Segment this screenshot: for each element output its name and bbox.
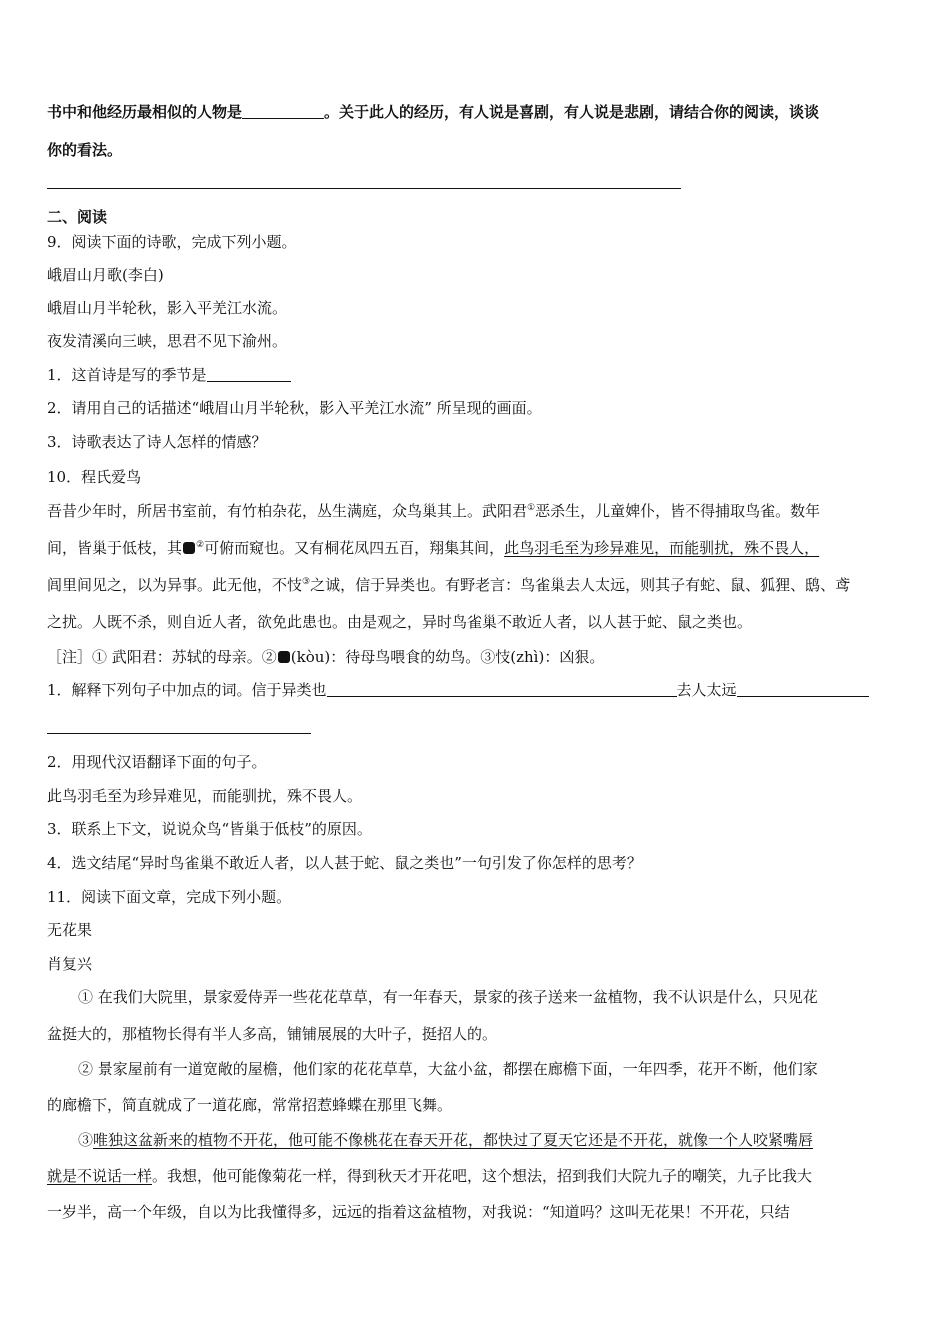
define-blank-2[interactable] [737,681,869,697]
obscured-character [278,651,290,663]
q10-sub-2: 2．用现代汉语翻译下面的句子。 [47,753,267,771]
section-heading: 二、阅读 [47,208,108,226]
q9-intro: 9．阅读下面的诗歌，完成下列小题。 [47,233,297,251]
q9-poem-line-2: 夜发清溪向三峡，思君不见下渝州。 [47,332,288,350]
q11-para-2-line-1: ② 景家屋前有一道宽敞的屋檐，他们家的花花草草，大盆小盆，都摆在廊檐下面，一年四季，花开不断，他们家 [78,1060,818,1078]
q9-poem-line-1: 峨眉山月半轮秋，影入平羌江水流。 [47,299,288,317]
q10-sub-1: 1．解释下列句子中加点的词。信于异类也 去人太远 [47,680,869,700]
obscured-character [183,542,195,554]
q10-passage-line-1: 吾昔少年时，所居书室前，有竹柏杂花，丛生满庭，众鸟巢其上。武阳君①恶杀生，儿童婢仆，皆不得捕取鸟雀。数年 [47,502,821,520]
q11-para-2-line-2: 的廊檐下，简直就成了一道花廊，常常招惹蜂蝶在那里飞舞。 [47,1096,453,1114]
q10-sub-4: 4．选文结尾“异时鸟雀巢不敢近人者，以人甚于蛇、鼠之类也”一句引发了你怎样的思考？ [47,854,642,872]
q10-footnote: ［注］① 武阳君：苏轼的母亲。② (kòu)：待母鸟喂食的幼鸟。③忮(zhì)：凶狠。 [47,648,605,666]
q10-title: 10．程氏爱鸟 [47,468,142,486]
q10-sub-2-sentence: 此鸟羽毛至为珍异难见，而能驯扰，殊不畏人。 [47,787,363,805]
answer-rule[interactable] [47,188,681,189]
season-blank[interactable] [207,366,291,382]
q10-sub-3: 3．联系上下文，说说众鸟“皆巢于低枝”的原因。 [47,820,372,838]
q9-sub-2: 2．请用自己的话描述“峨眉山月半轮秋，影入平羌江水流” 所呈现的画面。 [47,399,542,417]
q11-para-3-line-2: 就是不说话一样。我想，他可能像菊花一样，得到秋天才开花吧，这个想法，招到我们大院九子的嘲笑，九子比我大 [47,1167,813,1185]
q11-para-1-line-1: ① 在我们大院里，景家爱侍弄一些花花草草，有一年春天，景家的孩子送来一盆植物，我不认识是什么，只见花 [78,988,818,1006]
q9-sub-1: 1．这首诗是写的季节是 [47,365,291,385]
q11-article-title: 无花果 [47,921,93,939]
q11-para-3-line-1: ③唯独这盆新来的植物不开花，他可能不像桃花在春天开花，都快过了夏天它还是不开花，就像一个人咬紧嘴唇 [78,1131,814,1149]
q9-poem-title: 峨眉山月歌(李白) [47,266,164,284]
q10-passage-line-4: 之扰。人既不杀，则自近人者，欲免此患也。由是观之，异时鸟雀巢不敢近人者，以人甚于蛇、鼠之类也。 [47,613,753,631]
q11-intro: 11．阅读下面文章，完成下列小题。 [47,888,292,906]
top-line-2: 你的看法。 [47,141,123,159]
q11-para-3-line-3: 一岁半，高一个年级，自以为比我懂得多，远远的指着这盆植物，对我说：“知道吗？这叫无花果！不开花，只结 [47,1203,790,1221]
q10-passage-line-3: 闾里间见之，以为异事。此无他，不忮③之诚，信于异类也。有野老言：鸟雀巢去人太远，则其子有蛇、鼠、狐狸、鸱、鸢 [47,576,851,594]
q10-passage-line-2: 间，皆巢于低枝，其 ②可俯而窥也。又有桐花凤四五百，翔集其间，此鸟羽毛至为珍异难见，而能驯扰，殊不畏人， [47,539,820,557]
top-line-1: 书中和他经历最相似的人物是 。关于此人的经历，有人说是喜剧，有人说是悲剧，请结合你的阅读，谈谈 [47,103,820,121]
define-blank-continuation[interactable] [47,733,311,734]
answer-blank[interactable] [242,103,324,119]
q11-para-1-line-2: 盆挺大的，那植物长得有半人多高，铺铺展展的大叶子，挺招人的。 [47,1025,498,1043]
q9-sub-3: 3．诗歌表达了诗人怎样的情感？ [47,433,267,451]
q11-author: 肖复兴 [47,955,93,973]
define-blank-1[interactable] [327,681,677,697]
